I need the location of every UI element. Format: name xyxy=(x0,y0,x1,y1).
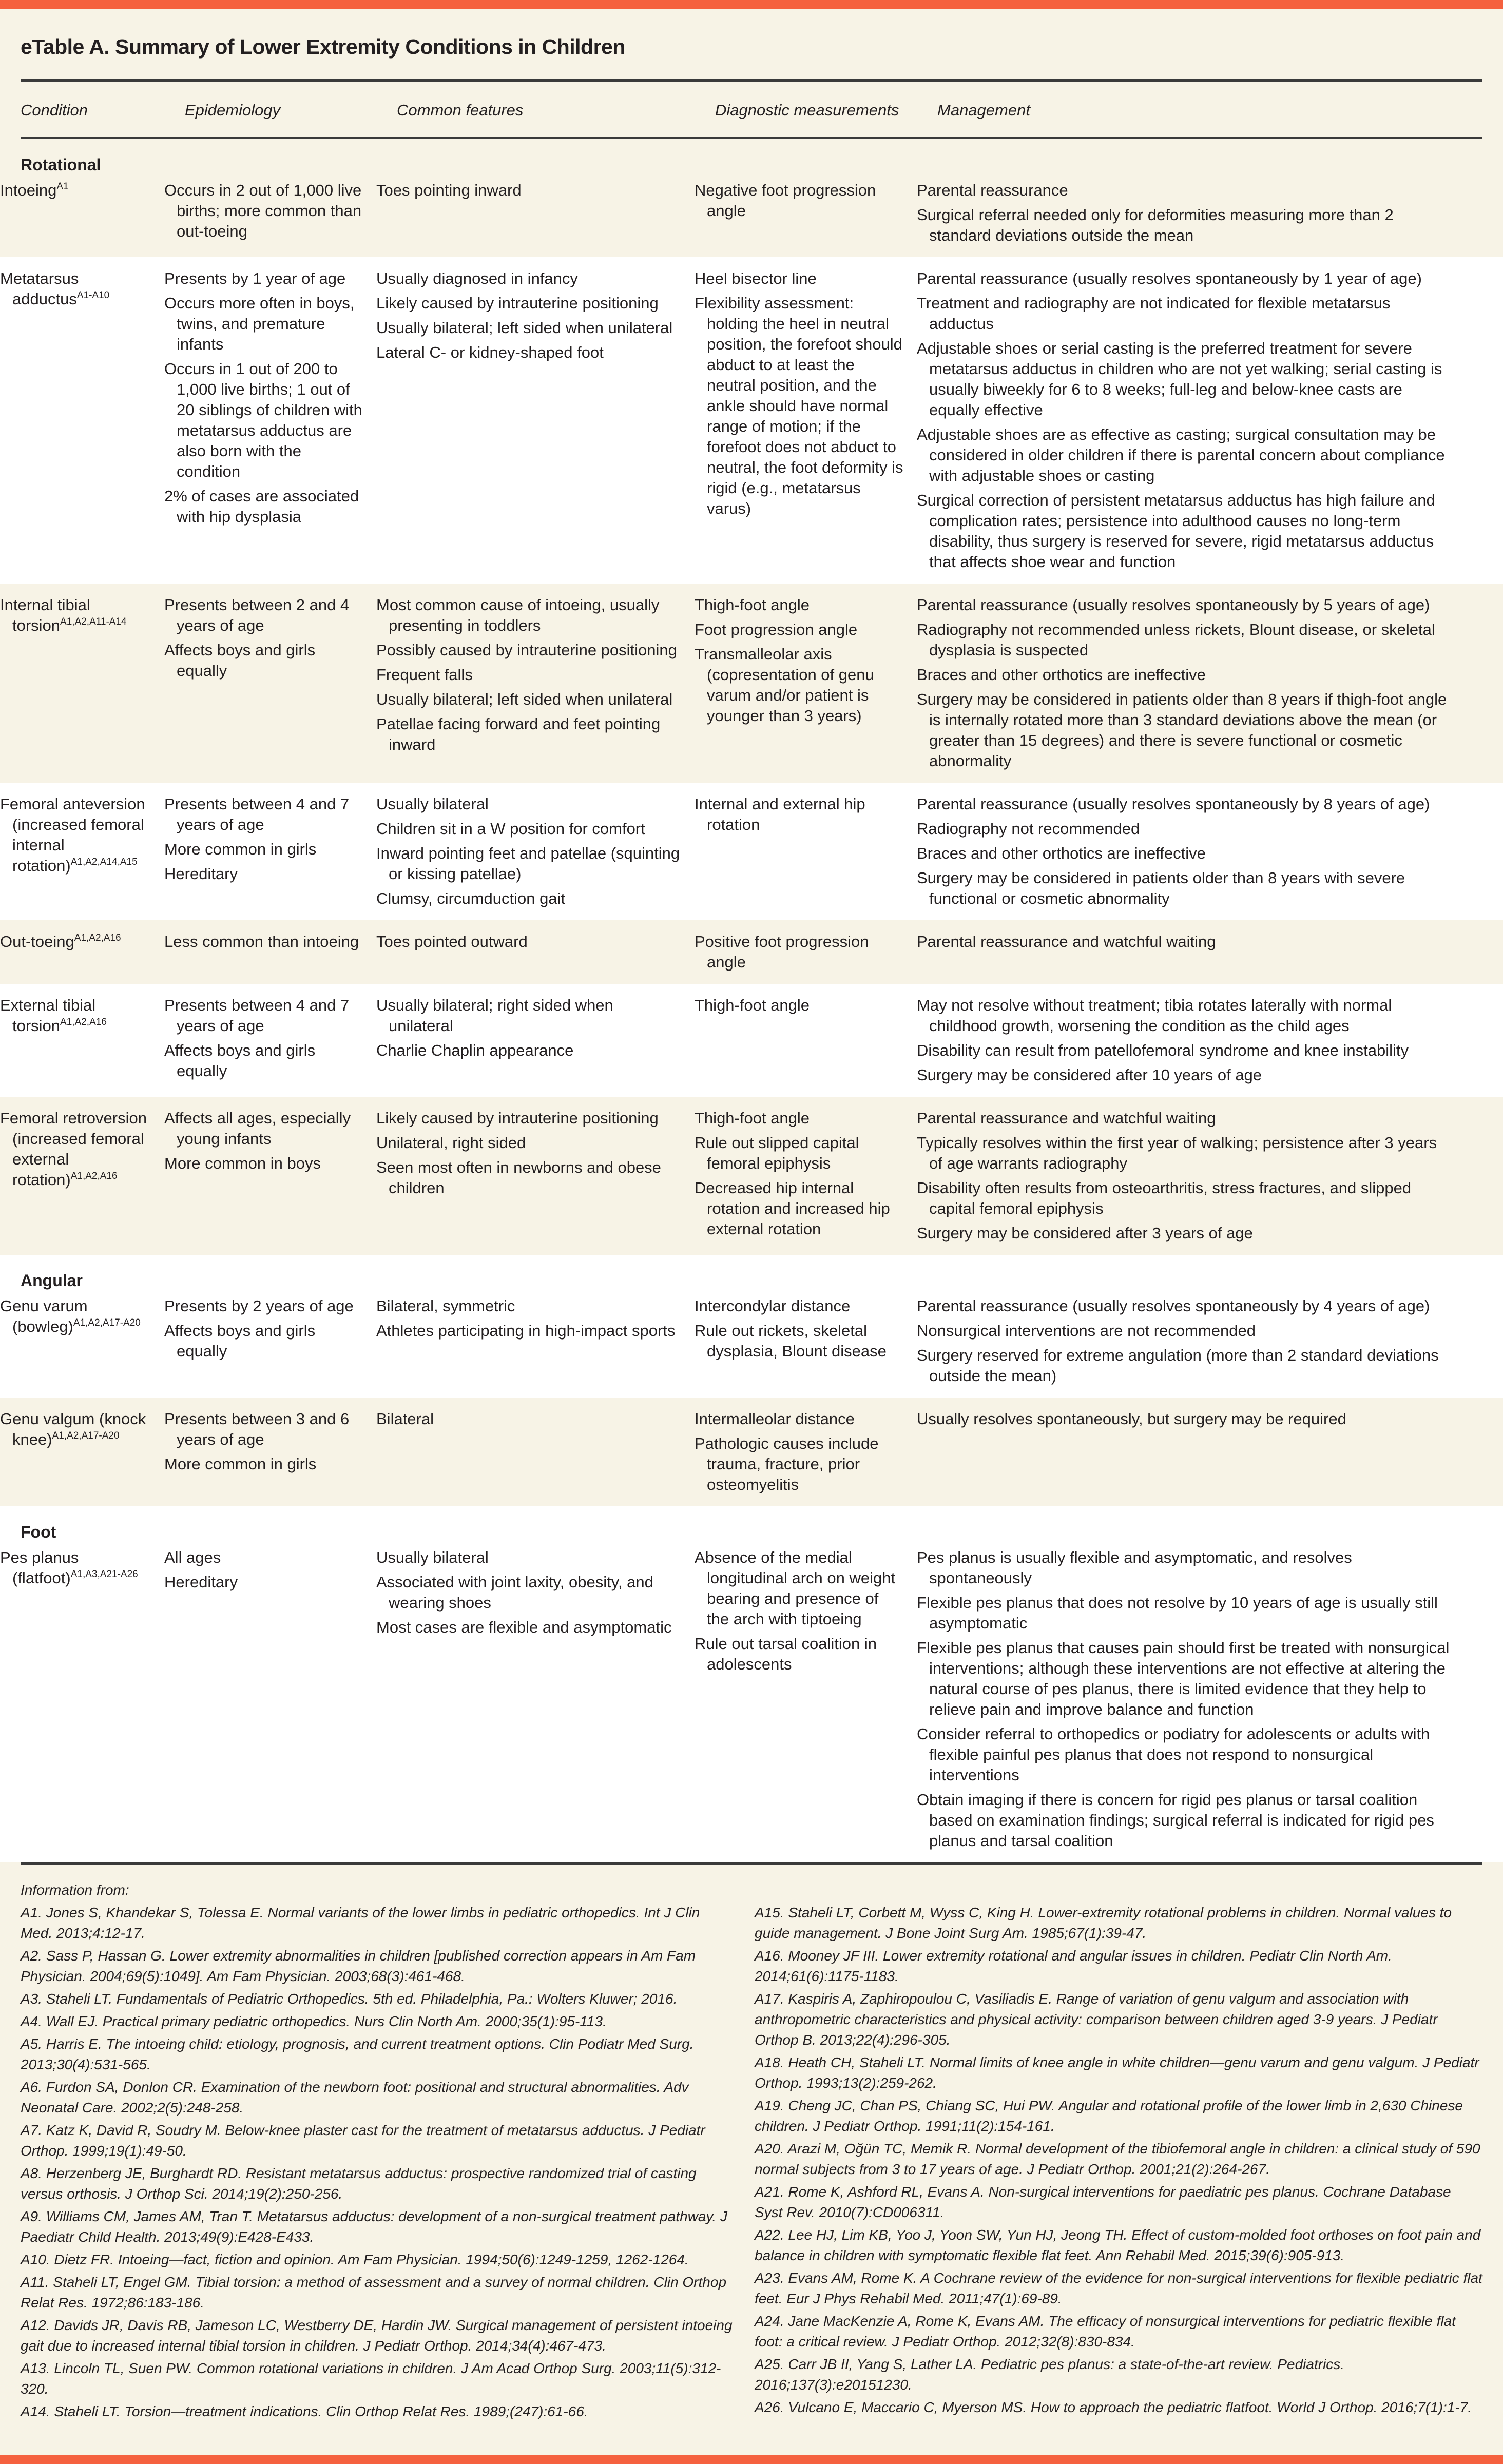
diagnostics-cell xyxy=(695,180,917,246)
features-cell xyxy=(376,995,695,1085)
management-item: Braces and other orthotics are ineffective xyxy=(917,666,1206,684)
condition-cell xyxy=(0,932,164,973)
epidemiology-item: Presents between 4 and 7 years of age xyxy=(164,795,350,833)
reference-superscript: A1,A2,A16 xyxy=(70,1171,118,1181)
condition-name: Genu varum (bowleg)$^{A1,A2,A17-A20}$ xyxy=(0,1297,141,1335)
diagnostic-item: Positive foot progression angle xyxy=(695,933,869,971)
management-item: Surgery reserved for extreme angulation (more than 2 standard deviations outside the mean) xyxy=(917,1346,1439,1385)
management-cell xyxy=(917,1409,1462,1495)
references-right-list xyxy=(755,1903,1482,2418)
epidemiology-item: Hereditary xyxy=(164,1573,238,1591)
section-label: Rotational xyxy=(21,156,101,174)
epidemiology-item: Presents between 2 and 4 years of age xyxy=(164,596,350,634)
diagnostic-item: Absence of the medial longitudinal arch on weight bearing and presence of the arch with tiptoeing xyxy=(695,1548,896,1628)
reference-item: A11. Staheli LT, Engel GM. Tibial torsion: a method of assessment and a survey of normal children. Clin Orthop Relat Res. 1972;86:183-186. xyxy=(21,2274,727,2311)
epidemiology-cell xyxy=(164,1409,376,1495)
feature-item: Bilateral xyxy=(376,1410,434,1428)
reference-item: A22. Lee HJ, Lim KB, Yoo J, Yoon SW, Yun HJ, Jeong TH. Effect of custom-molded foot orthoses on foot pain and balance in children with symptomatic flexible flat feet. Ann Rehabil Med. 2015;39(6):905-913. xyxy=(755,2227,1481,2263)
epidemiology-item: All ages xyxy=(164,1548,221,1566)
column-header-epidemiology: Epidemiology xyxy=(185,101,281,119)
condition-name: Genu valgum (knock knee)$^{A1,A2,A17-A20}$ xyxy=(0,1410,146,1448)
management-item: Usually resolves spontaneously, but surgery may be required xyxy=(917,1410,1346,1428)
reference-superscript: A1,A2,A17-A20 xyxy=(73,1317,141,1328)
reference-item: A25. Carr JB II, Yang S, Lather LA. Pediatric pes planus: a state-of-the-art review. Pediatrics. 2016;137(3):e20151230. xyxy=(755,2356,1345,2393)
reference-item: A24. Jane MacKenzie A, Rome K, Evans AM. The efficacy of nonsurgical interventions for pediatric flexible flat foot: a critical review. J Pediatr Orthop. 2012;32(8):830-834. xyxy=(755,2313,1456,2350)
reference-item: A23. Evans AM, Rome K. A Cochrane review of the evidence for non-surgical interventions for flexible pediatric flat feet. Eur J Phys Rehabil Med. 2011;47(1):69-89. xyxy=(755,2270,1482,2306)
reference-item: A9. Williams CM, James AM, Tran T. Metatarsus adductus: development of a non-surgical treatment pathway. J Paediatr Child Health. 2013;49(9):E428-E433. xyxy=(21,2208,727,2245)
epidemiology-cell xyxy=(164,794,376,909)
diagnostic-item: Intercondylar distance xyxy=(695,1297,851,1315)
reference-superscript: A1,A2,A14,A15 xyxy=(70,857,138,867)
condition-cell xyxy=(0,595,164,771)
diagnostic-item: Decreased hip internal rotation and increased hip external rotation xyxy=(695,1179,890,1238)
diagnostic-item: Internal and external hip rotation xyxy=(695,795,865,833)
column-header-condition: Condition xyxy=(21,101,88,119)
diagnostic-item: Thigh-foot angle xyxy=(695,596,810,614)
epidemiology-item: More common in girls xyxy=(164,1455,317,1473)
condition-name: Out-toeing$^{A1,A2,A16}$ xyxy=(0,933,121,950)
condition-name: Intoeing$^{A1}$ xyxy=(0,181,69,199)
features-cell xyxy=(376,268,695,572)
feature-item: Usually bilateral; left sided when unilateral xyxy=(376,319,673,337)
condition-cell xyxy=(0,1296,164,1386)
epidemiology-cell xyxy=(164,180,376,246)
table-row xyxy=(0,176,1503,257)
section-label: Angular xyxy=(21,1271,83,1290)
management-cell xyxy=(917,595,1462,771)
feature-item: Patellae facing forward and feet pointing inward xyxy=(376,715,661,753)
condition-cell xyxy=(0,794,164,909)
management-cell xyxy=(917,995,1462,1085)
feature-item: Usually bilateral; left sided when unilateral xyxy=(376,690,673,708)
feature-item: Inward pointing feet and patellae (squinting or kissing patellae) xyxy=(376,844,680,883)
epidemiology-cell xyxy=(164,268,376,572)
condition-cell xyxy=(0,1108,164,1244)
feature-item: Usually bilateral xyxy=(376,1548,489,1566)
management-item: Pes planus is usually flexible and asymptomatic, and resolves spontaneously xyxy=(917,1548,1352,1587)
feature-item: Toes pointing inward xyxy=(376,181,522,199)
references-left-list xyxy=(21,1903,734,2422)
reference-item: A19. Cheng JC, Chan PS, Chiang SC, Hui PW. Angular and rotational profile of the lower limb in 2,630 Chinese children. J Pediatr Orthop. 1991;11(2):154-161. xyxy=(755,2098,1463,2134)
epidemiology-item: Occurs in 1 out of 200 to 1,000 live births; 1 out of 20 siblings of children with metatarsus adductus are also born with the condition xyxy=(164,360,362,480)
feature-item: Clumsy, circumduction gait xyxy=(376,889,566,907)
reference-item: A14. Staheli LT. Torsion—treatment indications. Clin Orthop Relat Res. 1989;(247):61-66. xyxy=(21,2403,588,2419)
feature-item: Possibly caused by intrauterine positioning xyxy=(376,641,677,659)
epidemiology-item: More common in girls xyxy=(164,840,317,858)
condition-name: Internal tibial torsion$^{A1,A2,A11-A14}$ xyxy=(0,596,127,634)
management-item: Surgery may be considered after 3 years of age xyxy=(917,1224,1253,1242)
section-foot xyxy=(0,1506,1503,1543)
reference-item: A7. Katz K, David R, Soudry M. Below-knee plaster cast for the treatment of metatarsus adductus. J Pediatr Orthop. 1999;19(1):49-50. xyxy=(21,2122,705,2159)
diagnostics-cell xyxy=(695,1409,917,1495)
epidemiology-cell xyxy=(164,1547,376,1851)
bottom-accent-band xyxy=(0,2455,1503,2464)
table-title: eTable A. Summary of Lower Extremity Conditions in Children xyxy=(21,35,625,59)
section-label: Foot xyxy=(21,1523,56,1541)
references-left-column xyxy=(21,1880,734,2424)
feature-item: Usually diagnosed in infancy xyxy=(376,269,578,287)
feature-item: Likely caused by intrauterine positioning xyxy=(376,294,659,312)
diagnostics-cell xyxy=(695,1296,917,1386)
feature-item: Unilateral, right sided xyxy=(376,1134,526,1152)
table-row xyxy=(0,1398,1503,1506)
feature-item: Most common cause of intoeing, usually presenting in toddlers xyxy=(376,596,660,634)
condition-cell xyxy=(0,1409,164,1495)
management-item: Surgical correction of persistent metatarsus adductus has high failure and complication rates; persistence into adulthood causes no long-term disability, thus surgery is reserved for severe, rigid metatarsus adductus that affects shoe wear and function xyxy=(917,491,1435,571)
management-item: Surgery may be considered after 10 years of age xyxy=(917,1066,1262,1084)
feature-item: Lateral C- or kidney-shaped foot xyxy=(376,343,604,361)
reference-item: A12. Davids JR, Davis RB, Jameson LC, Westberry DE, Hardin JW. Surgical management of persistent intoeing gait due to increased internal tibial torsion in children. J Pediatr Orthop. 2014;34(4):467-473. xyxy=(21,2317,733,2354)
epidemiology-item: Presents between 4 and 7 years of age xyxy=(164,996,350,1035)
management-item: Parental reassurance (usually resolves spontaneously by 1 year of age) xyxy=(917,269,1422,287)
diagnostic-item: Rule out tarsal coalition in adolescents xyxy=(695,1635,877,1673)
diagnostics-cell xyxy=(695,995,917,1085)
diagnostics-cell xyxy=(695,1547,917,1851)
reference-item: A20. Arazi M, Oğün TC, Memik R. Normal development of the tibiofemoral angle in children: a clinical study of 590 normal subjects from 3 to 17 years of age. J Pediatr Orthop. 2001;21(2):264-267. xyxy=(755,2141,1480,2177)
reference-item: A21. Rome K, Ashford RL, Evans A. Non-surgical interventions for paediatric pes planus. Cochrane Database Syst Rev. 2010(7):CD006311. xyxy=(755,2184,1451,2220)
epidemiology-item: Affects boys and girls equally xyxy=(164,1322,316,1360)
diagnostic-item: Foot progression angle xyxy=(695,620,858,638)
management-item: Treatment and radiography are not indicated for flexible metatarsus adductus xyxy=(917,294,1391,333)
references-heading: Information from: xyxy=(21,1882,129,1898)
condition-name: Pes planus (flatfoot)$^{A1,A3,A21-A26}$ xyxy=(0,1548,138,1587)
diagnostics-cell xyxy=(695,595,917,771)
management-item: Flexible pes planus that causes pain should first be treated with nonsurgical interventions; although these interventions are not effective at altering the natural course of pes planus, there is limited evidence that they help to relieve pain and improve balance and function xyxy=(917,1639,1450,1718)
management-item: Surgery may be considered in patients older than 8 years with severe functional or cosmetic abnormality xyxy=(917,869,1405,907)
etable-page xyxy=(0,9,1503,2455)
table-row xyxy=(0,984,1503,1097)
management-item: Parental reassurance (usually resolves spontaneously by 4 years of age) xyxy=(917,1297,1430,1315)
epidemiology-item: Presents between 3 and 6 years of age xyxy=(164,1410,350,1448)
epidemiology-cell xyxy=(164,995,376,1085)
features-cell xyxy=(376,180,695,246)
management-cell xyxy=(917,1108,1462,1244)
section-angular xyxy=(0,1255,1503,1292)
epidemiology-item: 2% of cases are associated with hip dysplasia xyxy=(164,487,359,526)
features-cell xyxy=(376,1547,695,1851)
management-item: Obtain imaging if there is concern for rigid pes planus or tarsal coalition based on examination findings; surgical referral is indicated for rigid pes planus and tarsal coalition xyxy=(917,1791,1434,1850)
table-row xyxy=(0,257,1503,584)
diagnostic-item: Pathologic causes include trauma, fracture, prior osteomyelitis xyxy=(695,1434,879,1493)
feature-item: Charlie Chaplin appearance xyxy=(376,1041,574,1059)
diagnostics-cell xyxy=(695,1108,917,1244)
epidemiology-item: Hereditary xyxy=(164,865,238,883)
table-row xyxy=(0,1097,1503,1255)
feature-item: Seen most often in newborns and obese children xyxy=(376,1158,661,1197)
feature-item: Toes pointed outward xyxy=(376,933,528,950)
management-item: Flexible pes planus that does not resolve by 10 years of age is usually still asymptomatic xyxy=(917,1594,1438,1632)
column-header-diagnostics: Diagnostic measurements xyxy=(715,101,899,119)
management-item: Surgical referral needed only for deformities measuring more than 2 standard deviations outside the mean xyxy=(917,206,1394,244)
condition-cell xyxy=(0,180,164,246)
diagnostics-cell xyxy=(695,794,917,909)
diagnostic-item: Thigh-foot angle xyxy=(695,996,810,1014)
diagnostic-item: Flexibility assessment: holding the heel in neutral position, the forefoot should abduct to at least the neutral position, and the ankle should have normal range of motion; if the forefoot does not abduct to neutral, the foot deformity is rigid (e.g., metatarsus varus) xyxy=(695,294,903,517)
epidemiology-item: Occurs more often in boys, twins, and premature infants xyxy=(164,294,355,353)
management-item: May not resolve without treatment; tibia rotates laterally with normal childhood growth, worsening the condition as the child ages xyxy=(917,996,1392,1035)
diagnostic-item: Transmalleolar axis (copresentation of genu varum and/or patient is younger than 3 years) xyxy=(695,645,874,725)
reference-item: A8. Herzenberg JE, Burghardt RD. Resistant metatarsus adductus: prospective randomized trial of casting versus orthosis. J Orthop Sci. 2014;19(2):250-256. xyxy=(21,2165,697,2202)
diagnostic-item: Rule out rickets, skeletal dysplasia, Blount disease xyxy=(695,1322,887,1360)
diagnostic-item: Intermalleolar distance xyxy=(695,1410,855,1428)
diagnostics-cell xyxy=(695,268,917,572)
epidemiology-item: Occurs in 2 out of 1,000 live births; more common than out-toeing xyxy=(164,181,362,240)
feature-item: Frequent falls xyxy=(376,666,473,684)
epidemiology-item: Presents by 1 year of age xyxy=(164,269,346,287)
management-item: Adjustable shoes or serial casting is the preferred treatment for severe metatarsus adductus in children who are not yet walking; serial casting is usually biweekly for 6 to 8 weeks; full-leg and below-knee casts are equally effective xyxy=(917,339,1442,419)
management-cell xyxy=(917,932,1462,973)
reference-superscript: A1,A2,A11-A14 xyxy=(60,616,127,627)
reference-superscript: A1,A2,A16 xyxy=(60,1017,107,1027)
reference-item: A15. Staheli LT, Corbett M, Wyss C, King H. Lower-extremity rotational problems in children. Normal values to guide management. J Bone Joint Surg Am. 1985;67(1):39-47. xyxy=(755,1905,1452,1941)
epidemiology-item: Affects boys and girls equally xyxy=(164,641,316,680)
condition-cell xyxy=(0,1547,164,1851)
features-cell xyxy=(376,794,695,909)
epidemiology-cell xyxy=(164,1108,376,1244)
reference-superscript: A1,A2,A16 xyxy=(74,933,121,943)
reference-item: A17. Kaspiris A, Zaphiropoulou C, Vasiliadis E. Range of variation of genu valgum and association with anthropometric characteristics and physical activity: comparison between children aged 3-9 years. J Pediatr Orthop B. 2013;22(4):296-305. xyxy=(755,1991,1438,2048)
feature-item: Most cases are flexible and asymptomatic xyxy=(376,1618,672,1636)
features-cell xyxy=(376,1108,695,1244)
references-right-column xyxy=(755,1880,1482,2424)
epidemiology-item: Affects boys and girls equally xyxy=(164,1041,316,1080)
condition-name: Femoral retroversion (increased femoral external rotation)$^{A1,A2,A16}$ xyxy=(0,1109,147,1189)
feature-item: Usually bilateral; right sided when unilateral xyxy=(376,996,613,1035)
references xyxy=(0,1865,1503,2455)
epidemiology-item: More common in boys xyxy=(164,1154,321,1172)
feature-item: Associated with joint laxity, obesity, and wearing shoes xyxy=(376,1573,653,1612)
management-item: Parental reassurance and watchful waiting xyxy=(917,1109,1216,1127)
management-cell xyxy=(917,268,1462,572)
reference-superscript: A1-A10 xyxy=(76,290,110,301)
management-item: Surgery may be considered in patients older than 8 years if thigh-foot angle is internally rotated more than 3 standard deviations above the mean (or greater than 15 degrees) and there is severe functional or cosmetic abnormality xyxy=(917,690,1447,770)
reference-item: A6. Furdon SA, Donlon CR. Examination of the newborn foot: positional and structural abnormalities. Adv Neonatal Care. 2002;2(5):248-258. xyxy=(21,2079,689,2116)
features-cell xyxy=(376,1296,695,1386)
condition-cell xyxy=(0,995,164,1085)
epidemiology-cell xyxy=(164,932,376,973)
management-item: Radiography not recommended xyxy=(917,820,1140,838)
epidemiology-item: Affects all ages, especially young infants xyxy=(164,1109,351,1148)
table-row xyxy=(0,783,1503,920)
epidemiology-item: Presents by 2 years of age xyxy=(164,1297,354,1315)
diagnostic-item: Heel bisector line xyxy=(695,269,817,287)
management-item: Parental reassurance xyxy=(917,181,1068,199)
reference-item: A1. Jones S, Khandekar S, Tolessa E. Normal variants of the lower limbs in pediatric orthopedics. Int J Clin Med. 2013;4:12-17. xyxy=(21,1905,700,1941)
management-item: Parental reassurance (usually resolves spontaneously by 5 years of age) xyxy=(917,596,1430,614)
diagnostic-item: Rule out slipped capital femoral epiphysis xyxy=(695,1134,859,1172)
reference-item: A16. Mooney JF III. Lower extremity rotational and angular issues in children. Pediatr Clin North Am. 2014;61(6):1175-1183. xyxy=(755,1948,1392,1984)
reference-item: A3. Staheli LT. Fundamentals of Pediatric Orthopedics. 5th ed. Philadelphia, Pa.: Wolters Kluwer; 2016. xyxy=(21,1991,678,2007)
reference-superscript: A1,A2,A17-A20 xyxy=(52,1430,120,1441)
management-item: Consider referral to orthopedics or podiatry for adolescents or adults with flexible painful pes planus that does not respond to nonsurgical interventions xyxy=(917,1725,1430,1784)
management-item: Disability can result from patellofemoral syndrome and knee instability xyxy=(917,1041,1409,1059)
reference-item: A2. Sass P, Hassan G. Lower extremity abnormalities in children [published correction appears in Am Fam Physician. 2004;69(5):1049]. Am Fam Physician. 2003;68(3):461-468. xyxy=(21,1948,696,1984)
feature-item: Bilateral, symmetric xyxy=(376,1297,515,1315)
epidemiology-item: Less common than intoeing xyxy=(164,933,359,950)
diagnostics-cell xyxy=(695,932,917,973)
table-body xyxy=(0,139,1503,1862)
feature-item: Athletes participating in high-impact sports xyxy=(376,1322,676,1340)
feature-item: Likely caused by intrauterine positioning xyxy=(376,1109,659,1127)
features-cell xyxy=(376,932,695,973)
management-item: Parental reassurance and watchful waiting xyxy=(917,933,1216,950)
reference-item: A26. Vulcano E, Maccario C, Myerson MS. How to approach the pediatric flatfoot. World J Orthop. 2016;7(1):1-7. xyxy=(755,2399,1472,2415)
features-cell xyxy=(376,595,695,771)
management-item: Parental reassurance (usually resolves spontaneously by 8 years of age) xyxy=(917,795,1430,813)
condition-name: Femoral anteversion (increased femoral internal rotation)$^{A1,A2,A14,A15}$ xyxy=(0,795,145,875)
management-item: Adjustable shoes are as effective as casting; surgical consultation may be considered in older children if there is parental concern about compliance with adjustable shoes or casting xyxy=(917,425,1445,484)
management-cell xyxy=(917,1296,1462,1386)
reference-superscript: A1 xyxy=(56,181,69,192)
management-cell xyxy=(917,794,1462,909)
management-item: Radiography not recommended unless rickets, Blount disease, or skeletal dysplasia is suspected xyxy=(917,620,1435,659)
management-item: Disability often results from osteoarthritis, stress fractures, and slipped capital femoral epiphysis xyxy=(917,1179,1412,1217)
reference-item: A10. Dietz FR. Intoeing—fact, fiction and opinion. Am Fam Physician. 1994;50(6):1249-1259, 1262-1264. xyxy=(21,2252,689,2267)
reference-item: A18. Heath CH, Staheli LT. Normal limits of knee angle in white children—genu varum and genu valgum. J Pediatr Orthop. 1993;13(2):259-262. xyxy=(755,2054,1479,2091)
table-row xyxy=(0,584,1503,783)
feature-item: Children sit in a W position for comfort xyxy=(376,820,645,838)
feature-item: Usually bilateral xyxy=(376,795,489,813)
reference-superscript: A1,A3,A21-A26 xyxy=(70,1569,138,1580)
reference-item: A13. Lincoln TL, Suen PW. Common rotational variations in children. J Am Acad Orthop Surg. 2003;11(5):312-320. xyxy=(21,2360,721,2397)
management-cell xyxy=(917,1547,1462,1851)
condition-name: Metatarsus adductus$^{A1-A10}$ xyxy=(0,269,110,308)
features-cell xyxy=(376,1409,695,1495)
epidemiology-cell xyxy=(164,595,376,771)
condition-cell xyxy=(0,268,164,572)
section-rotational xyxy=(0,139,1503,176)
top-accent-band xyxy=(0,0,1503,9)
table-row xyxy=(0,1292,1503,1398)
reference-item: A5. Harris E. The intoeing child: etiology, prognosis, and current treatment options. Clin Podiatr Med Surg. 2013;30(4):531-565. xyxy=(21,2036,694,2072)
column-header-management: Management xyxy=(937,101,1030,119)
condition-name: External tibial torsion$^{A1,A2,A16}$ xyxy=(0,996,107,1035)
table-row xyxy=(0,1543,1503,1862)
reference-item: A4. Wall EJ. Practical primary pediatric orthopedics. Nurs Clin North Am. 2000;35(1):95-113. xyxy=(21,2013,607,2029)
management-item: Typically resolves within the first year of walking; persistence after 3 years of age warrants radiography xyxy=(917,1134,1437,1172)
diagnostic-item: Thigh-foot angle xyxy=(695,1109,810,1127)
diagnostic-item: Negative foot progression angle xyxy=(695,181,876,220)
epidemiology-cell xyxy=(164,1296,376,1386)
management-cell xyxy=(917,180,1462,246)
table-header xyxy=(0,82,1503,137)
management-item: Nonsurgical interventions are not recommended xyxy=(917,1322,1256,1340)
table-row xyxy=(0,920,1503,984)
management-item: Braces and other orthotics are ineffective xyxy=(917,844,1206,862)
column-header-features: Common features xyxy=(397,101,524,119)
